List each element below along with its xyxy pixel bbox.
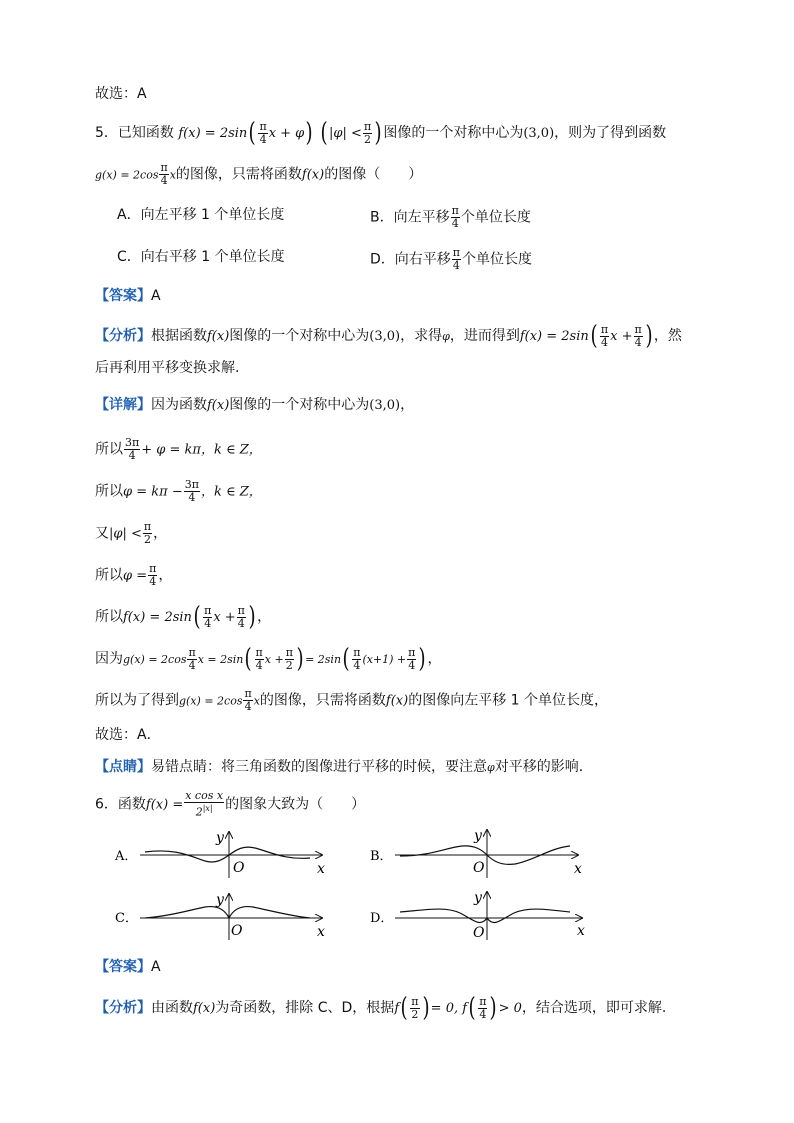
graph-d-origin: O [473,925,485,941]
detail-line-1: 【详解】因为函数f(x)图像的一个对称中心为(3,0)， [95,397,415,413]
graph-b [370,828,582,878]
detail-line-7: 因为g(x) = 2cos $\frac{\pi}{4}$ x = 2sin( $\frac{\pi}{4}$ x + $\frac{\pi}{2}$ ) = 2sin( $\frac{\pi}{4}$ (x+1) + $\frac{\pi}{4}$ ) ， [95,644,442,674]
option-c: C．向右平移 1 个单位长度 [117,249,285,265]
question-5-line-1: 5．已知函数 f(x) = 2sin( $\frac{\pi}{4}$ x + φ) ( |φ| < $\frac{\pi}{2}$ ) 图像的一个对称中心为(3,0)，则为了得到函数 [95,118,667,148]
graph-a-x: x [317,861,325,877]
fraction-pi-4: $\frac{\pi}{4}$ [259,119,267,146]
question-5-line-2: g(x) = 2cos $\frac{\pi}{4}$ x的图像，只需将函数f(x)的图像（ ） [95,161,423,187]
option-b: B．向左平移 $\frac{\pi}{4}$ 个单位长度 [370,204,531,230]
graph-b-label: B． [370,849,393,864]
graph-a [114,830,325,878]
option-a: A．向左平移 1 个单位长度 [117,207,285,223]
detail-line-8: 所以为了得到g(x) = 2cos $\frac{\pi}{4}$ x的图像，只需将函数f(x)的图像向左平移 1 个单位长度， [95,687,609,713]
graph-a-label: A． [115,849,138,864]
answer-5: 【答案】A [95,288,161,304]
graph-a-y: y [216,830,224,846]
graph-d-label: D． [370,911,394,926]
graph-b-y: y [474,828,482,844]
graph-b-x: x [574,861,582,877]
detail-line-2: 所以 $\frac{3\pi}{4}$ + φ = kπ，k ∈ Z， [95,436,262,462]
analysis-5-line-2: 后再利用平移变换求解. [95,360,240,376]
answer-6: 【答案】A [95,959,161,975]
graph-d-x: x [577,923,585,939]
fraction-pi-2: $\frac{\pi}{2}$ [363,119,372,146]
detail-line-5: 所以φ = $\frac{\pi}{4}$ ， [95,562,173,588]
detail-line-6: 所以f(x) = 2sin( $\frac{\pi}{4}$ x + $\frac{\pi}{4}$ ) ， [95,602,272,632]
graph-d-y: y [474,890,482,906]
detail-line-9: 故选：A． [95,727,161,743]
graph-c-label: C． [115,911,138,926]
detail-line-3: 所以φ = kπ − $\frac{3\pi}{4}$ ，k ∈ Z， [95,478,262,504]
graph-c-origin: O [231,923,243,939]
graph-c [115,892,325,940]
answer-line-prev: 故选：A [95,86,147,102]
graph-c-y: y [216,892,224,908]
analysis-6: 【分析】由函数f(x)为奇函数，排除 C、D，根据f( $\frac{\pi}{2}$ ) = 0, f( $\frac{\pi}{4}$ ) > 0，结合选项，即可求解. [95,993,667,1023]
question-6: 6．函数f(x) = $\frac{\text{x cos x}}{2^{|x|}}$ 的图象大致为（ ） [95,789,366,819]
tip-line: 【点睛】易错点睛：将三角函数的图像进行平移的时候，要注意φ对平移的影响． [95,759,593,775]
graph-b-origin: O [473,860,485,876]
detail-line-4: 又|φ| < $\frac{\pi}{2}$ ， [95,520,168,546]
option-d: D．向右平移 $\frac{\pi}{4}$ 个单位长度 [370,246,533,272]
analysis-5-line-1: 【分析】根据函数f(x)图像的一个对称中心为(3,0)，求得φ，进而得到f(x) = 2sin( $\frac{\pi}{4}$ x + $\frac{\pi}{4}$ ) ，然 [95,321,682,351]
graph-d [370,890,585,941]
graph-a-origin: O [233,860,245,876]
graph-c-x: x [317,924,325,940]
